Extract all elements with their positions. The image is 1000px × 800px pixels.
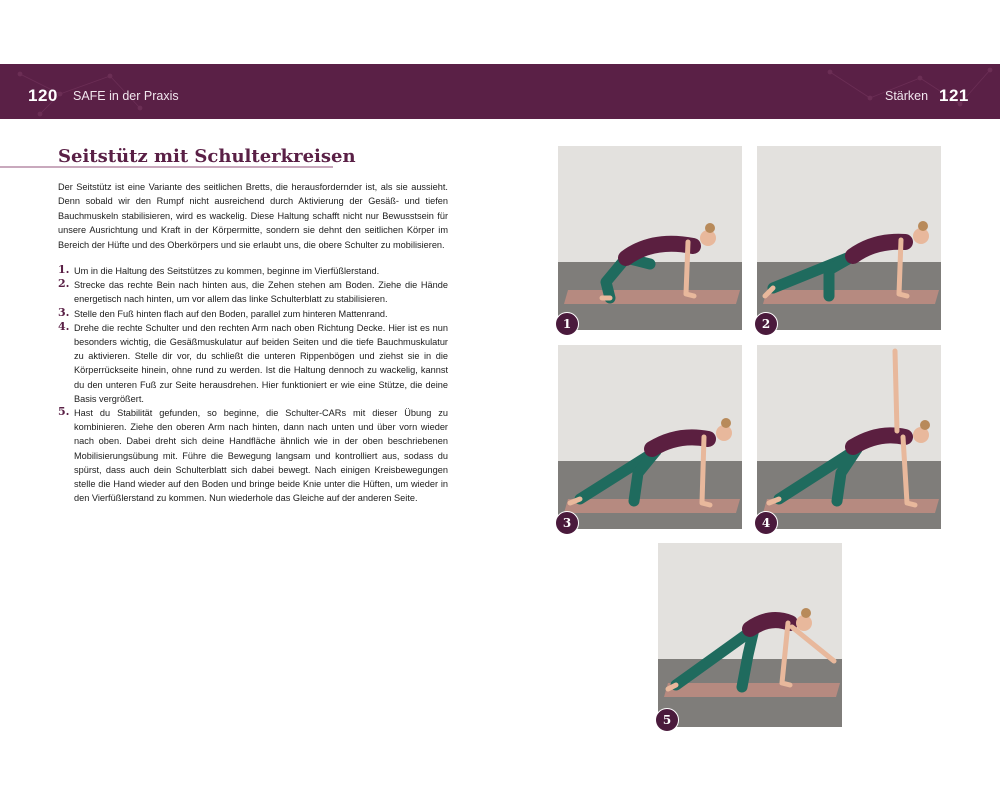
step-text: Hast du Stabilität gefunden, so beginne, die Schulter-CARs mit dieser Übung zu kombinieren. Ziehe den oberen Arm nach hinten, dann nach unten und über vorn wieder nach oben. Dabei dreht sich deine Handfläche ähnlich wie in der oben beschriebenen Mobilisierungsübung mit. Führe die Bewegung langsam und kontrolliert aus, sodass du spürst, dass auch dein Schulterblatt sich dabei bewegt. Nach einigen Kreisbewegungen stelle die Hand wieder auf den Boden und bringe beide Knie unter die Hüften, um wieder in den Vierfüßlerstand zu kommen. Nun wiederhole das Gleiche auf der anderen Seite.: [74, 408, 448, 504]
pose-illustration-2: [757, 146, 941, 330]
pose-illustration-1: [558, 146, 742, 330]
pose-illustration-3: [558, 345, 742, 529]
right-page-number: 121: [939, 86, 969, 105]
step-number: 4.: [58, 319, 70, 333]
exercise-photo-2: [757, 146, 941, 330]
step-text: Stelle den Fuß hinten flach auf den Boden, parallel zum hinteren Mattenrand.: [74, 308, 388, 319]
step-item: [58, 307, 448, 321]
pose-illustration-4: [757, 345, 941, 529]
exercise-photo-4: [757, 345, 941, 529]
step-item: [58, 321, 448, 406]
step-item: [58, 406, 448, 505]
exercise-photo-1: [558, 146, 742, 330]
step-list: [58, 264, 448, 505]
step-item: [58, 264, 448, 278]
step-number: 3.: [58, 305, 70, 319]
step-text: Drehe die rechte Schulter und den rechten Arm nach oben Richtung Decke. Hier ist es nun besonders wichtig, die Gesäßmuskulatur auf beiden Seiten und die tiefe Bauchmuskulatur zu aktivieren. Stelle dir vor, du schließt die unteren Rippenbögen und ziehst sie in die Körperrückseite hinein, ohne rund zu werden. Ist die Haltung dennoch zu wackelig, kannst du den unteren Fuß zur Seite herausdrehen. Hier funktioniert er wie eine Stütze, die deine Basis vergrößert.: [74, 322, 448, 404]
exercise-photo-3: [558, 345, 742, 529]
step-number: 5.: [58, 405, 70, 419]
pose-illustration-5: [658, 543, 842, 727]
left-page-number: 120: [28, 86, 58, 105]
step-number: 1.: [58, 263, 70, 276]
step-number: 2.: [58, 277, 70, 291]
exercise-photo-5: [658, 543, 842, 727]
right-running-title: Stärken: [885, 89, 929, 103]
photo-badge-3: 3: [555, 511, 579, 535]
step-text: Strecke das rechte Bein nach hinten aus, die Zehen stehen am Boden. Ziehe die Hände energetisch nach hinten, um vor allem das linke Schulterblatt zu stabilisieren.: [74, 280, 448, 305]
step-text: Um in die Haltung des Seitstützes zu kommen, beginne im Vierfüßlerstand.: [74, 266, 380, 276]
photo-badge-4: 4: [754, 511, 778, 535]
intro-paragraph: Der Seitstütz ist eine Variante des seitlichen Bretts, die herausfordernder ist, als sie aussieht. Denn sobald wir den Rumpf nicht ausreichend durch Aktivierung der Gesäß- und tiefen Bauchmuskeln stabilisieren, wird es wackelig. Diese Haltung schafft nicht nur Bewusstsein für unsere Ausrichtung und Kraft in der Körpermitte, sondern sie dehnt den seitlichen Körper im Bereich der Hüfte und des Oberkörpers und sie erlaubt uns, die obere Schulter zu mobilisieren.: [58, 182, 448, 250]
step-item: [58, 278, 448, 306]
left-running-title: SAFE in der Praxis: [73, 89, 179, 103]
photo-badge-5: 5: [655, 708, 679, 732]
photo-badge-2: 2: [754, 312, 778, 336]
photo-badge-1: 1: [555, 312, 579, 336]
exercise-heading: Seitstütz mit Schulterkreisen: [58, 146, 356, 167]
